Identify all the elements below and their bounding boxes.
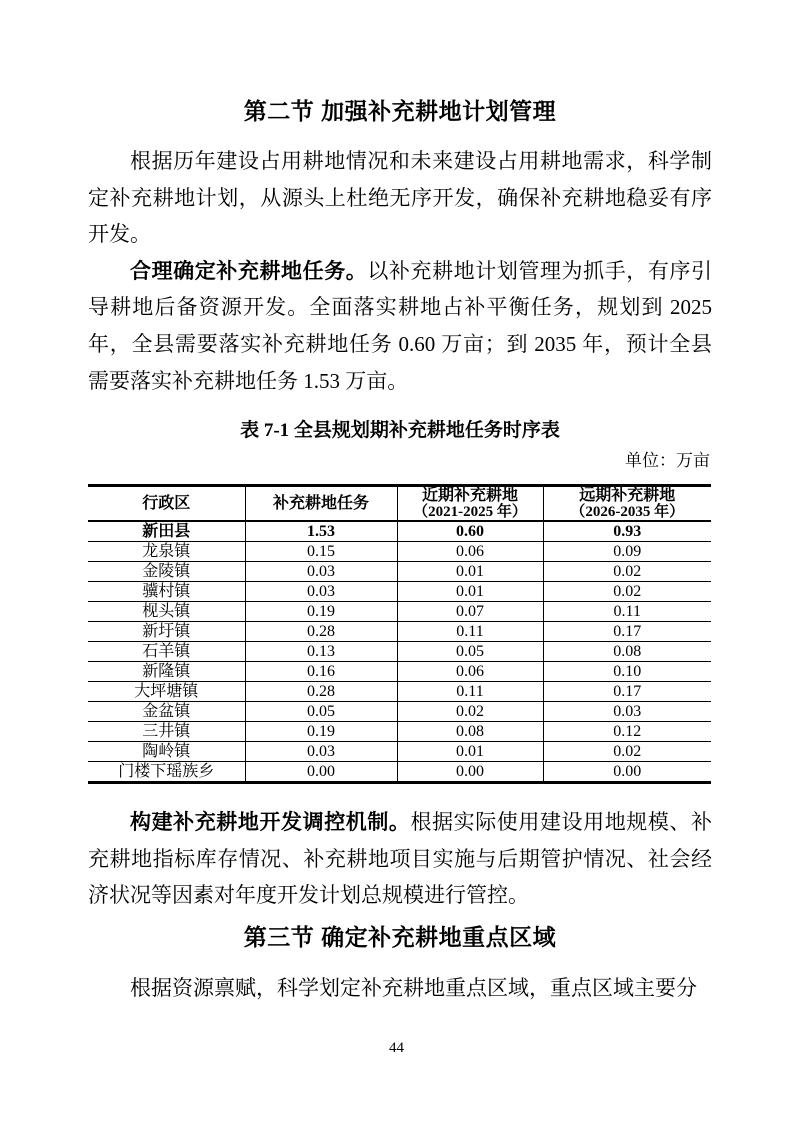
task-value-cell: 0.16 [245,662,397,682]
header-near-term [397,486,543,522]
table-caption: 表 7-1 全县规划期补充耕地任务时序表 [240,420,560,442]
table-row [88,542,711,562]
far-term-value-cell: 0.10 [543,662,711,682]
region-cell: 新田县 [88,521,245,542]
paragraph-control-mechanism [88,804,712,914]
paragraph-control-mechanism-lead: 构建补充耕地开发调控机制。 [130,810,411,835]
task-value-cell: 0.19 [245,602,397,622]
region-cell: 大坪塘镇 [88,682,245,702]
paragraph-determine-tasks [88,253,712,399]
far-term-value-cell: 0.02 [543,742,711,762]
table-row [88,582,711,602]
far-term-value-cell: 0.12 [543,722,711,742]
task-value-cell: 0.19 [245,722,397,742]
task-value-cell: 0.28 [245,622,397,642]
region-cell: 枧头镇 [88,602,245,622]
supplement-farmland-tasks-table [88,484,711,784]
header-far-term [543,486,711,522]
paragraph-determine-tasks-lead: 合理确定补充耕地任务。 [130,258,368,283]
far-term-value-cell: 0.02 [543,562,711,582]
task-value-cell: 0.05 [245,702,397,722]
far-term-value-cell: 0.08 [543,642,711,662]
region-cell: 新圩镇 [88,622,245,642]
region-cell: 三井镇 [88,722,245,742]
header-region: 行政区 [88,486,245,522]
header-near-term-years: （2021-2025 年） [413,503,527,520]
table-header [88,486,711,522]
table-row [88,562,711,582]
task-value-cell: 0.00 [245,762,397,783]
paragraph-control-mechanism-body: 根据实际使用建设用地规模、补充耕地指标库存情况、补充耕地项目实施与后期管护情况、社会经济状况等因素对年度开发计划总规模进行管控。 [88,810,712,908]
far-term-value-cell: 0.17 [543,622,711,642]
header-far-term-title: 远期补充耕地 [579,486,676,504]
task-value-cell: 0.13 [245,642,397,662]
task-value-cell: 0.03 [245,742,397,762]
near-term-value-cell: 0.11 [397,682,543,702]
task-value-cell: 0.15 [245,542,397,562]
near-term-value-cell: 0.06 [397,542,543,562]
near-term-value-cell: 0.06 [397,662,543,682]
table-row [88,602,711,622]
table-row [88,762,711,783]
near-term-value-cell: 0.01 [397,742,543,762]
section-2-heading: 第二节 加强补充耕地计划管理 [243,98,557,124]
region-cell: 骥村镇 [88,582,245,602]
region-cell: 龙泉镇 [88,542,245,562]
near-term-value-cell: 0.08 [397,722,543,742]
near-term-value-cell: 0.07 [397,602,543,622]
page-number: 44 [389,1040,404,1056]
header-far-term-years: （2026-2035 年） [570,503,685,520]
table-header-row [88,486,711,522]
paragraph-determine-tasks-body: 以补充耕地计划管理为抓手，有序引导耕地后备资源开发。全面落实耕地占补平衡任务，规划到 2025 年，全县需要落实补充耕地任务 0.60 万亩；到 2035 年，预计全县需要落实补充耕地任务 1.53 万亩。 [88,258,713,393]
table-row [88,682,711,702]
far-term-value-cell: 0.02 [543,582,711,602]
table-row [88,702,711,722]
near-term-value-cell: 0.05 [397,642,543,662]
task-value-cell: 0.28 [245,682,397,702]
region-cell: 金陵镇 [88,562,245,582]
near-term-value-cell: 0.11 [397,622,543,642]
region-cell: 门楼下瑶族乡 [118,763,215,781]
near-term-value-cell: 0.00 [397,762,543,783]
region-cell: 石羊镇 [88,642,245,662]
task-value-cell: 1.53 [245,521,397,542]
table-row [88,642,711,662]
near-term-value-cell: 0.01 [397,562,543,582]
table-body [88,521,711,783]
paragraph-key-regions: 根据资源禀赋，科学划定补充耕地重点区域，重点区域主要分 [130,975,697,1000]
region-cell: 新隆镇 [88,662,245,682]
region-cell: 金盆镇 [88,702,245,722]
far-term-value-cell: 0.03 [543,702,711,722]
task-value-cell: 0.03 [245,562,397,582]
header-near-term-title: 近期补充耕地 [421,486,518,504]
region-cell: 陶岭镇 [88,742,245,762]
header-task: 补充耕地任务 [245,486,397,522]
near-term-value-cell: 0.01 [397,582,543,602]
page-content [88,0,712,1007]
near-term-value-cell: 0.02 [397,702,543,722]
far-term-value-cell: 0.00 [543,762,711,783]
section-3-heading: 第三节 确定补充耕地重点区域 [243,923,557,950]
table-row [88,742,711,762]
task-value-cell: 0.03 [245,582,397,602]
paragraph-plan-overview: 根据历年建设占用耕地情况和未来建设占用耕地需求，科学制定补充耕地计划，从源头上杜绝无序开发，确保补充耕地稳妥有序开发。 [88,149,712,247]
table-unit-label: 单位：万亩 [625,451,710,471]
far-term-value-cell: 0.09 [543,542,711,562]
far-term-value-cell: 0.17 [543,682,711,702]
table-row [88,662,711,682]
table-row [88,521,711,542]
far-term-value-cell: 0.93 [543,521,711,542]
table-row [88,622,711,642]
far-term-value-cell: 0.11 [543,602,711,622]
table-row [88,722,711,742]
near-term-value-cell: 0.60 [397,521,543,542]
